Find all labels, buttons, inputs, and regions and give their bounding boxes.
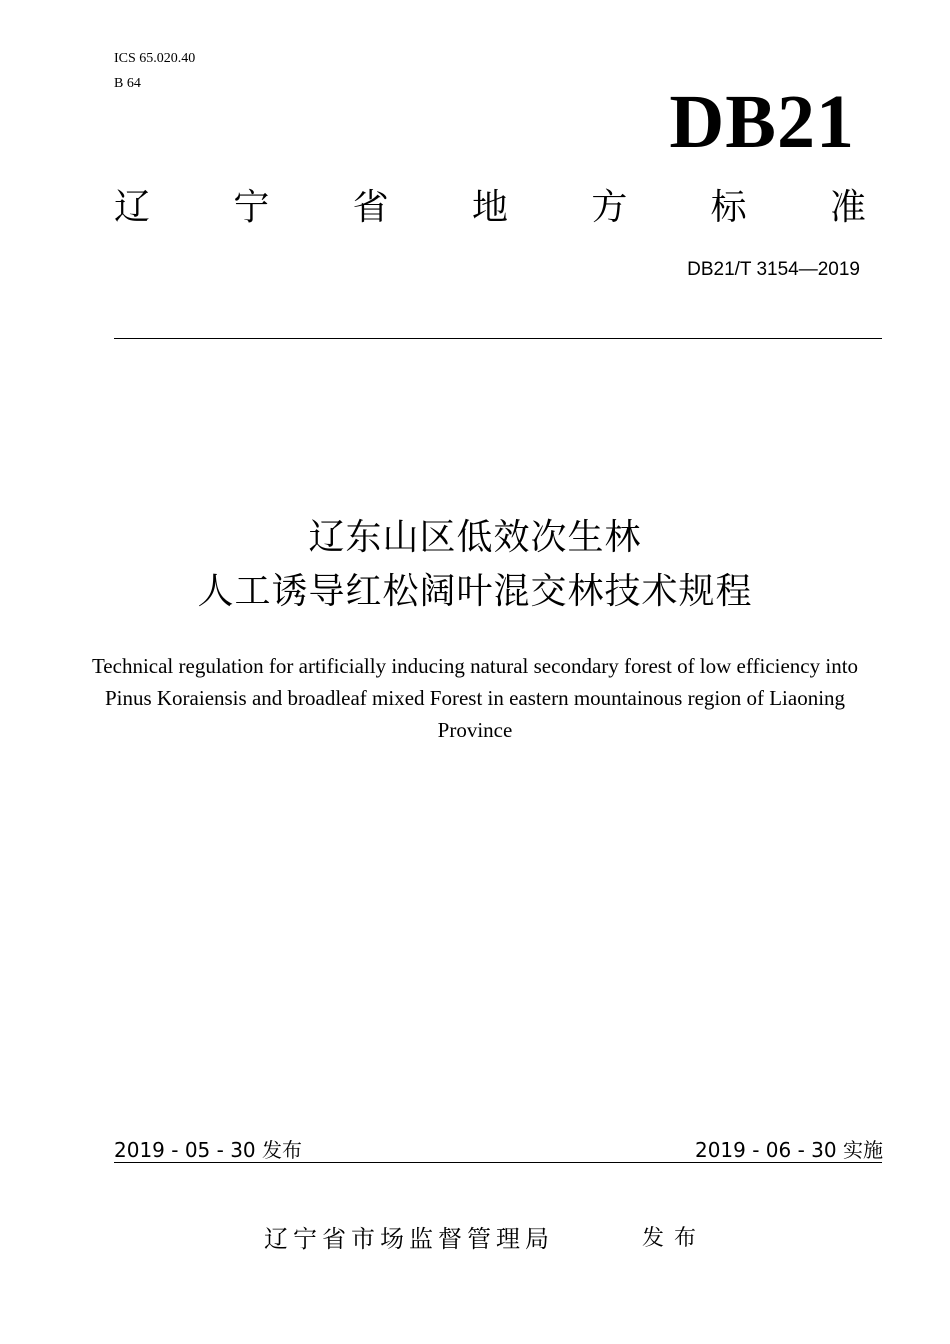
title-line-2: 人工诱导红松阔叶混交林技术规程 <box>197 571 753 612</box>
header-divider <box>114 338 882 339</box>
standard-code-logo: DB21 <box>669 80 855 164</box>
standard-type-char: 地 <box>471 187 508 228</box>
title-line-1: 辽东山区低效次生林 <box>308 517 642 558</box>
standard-type-char: 省 <box>352 187 389 228</box>
publish-date: 2019 - 05 - 30 发布 <box>114 1138 303 1162</box>
standard-type-heading <box>114 184 866 232</box>
issuing-authority: 辽宁省市场监督管理局 <box>264 1225 554 1253</box>
implement-date: 2019 - 06 - 30 实施 <box>694 1138 883 1162</box>
ics-code: ICS 65.020.40 <box>114 51 196 66</box>
issue-label: 发布 <box>642 1226 707 1251</box>
standard-type-char: 准 <box>829 187 866 228</box>
standard-number: DB21/T 3154—2019 <box>687 259 860 280</box>
ccs-code: B 64 <box>114 76 141 91</box>
standard-type-char: 标 <box>710 187 747 228</box>
standard-type-char: 宁 <box>233 187 270 228</box>
standard-type-char: 方 <box>591 187 628 228</box>
english-title: Technical regulation for artificially inducing natural secondary forest of low efficiency into Pinus Koraiensis and broadleaf mixed Forest in eastern mountainous region of Liaoning Province <box>91 654 859 742</box>
footer-divider <box>114 1162 882 1163</box>
standard-type-char: 辽 <box>114 187 151 228</box>
